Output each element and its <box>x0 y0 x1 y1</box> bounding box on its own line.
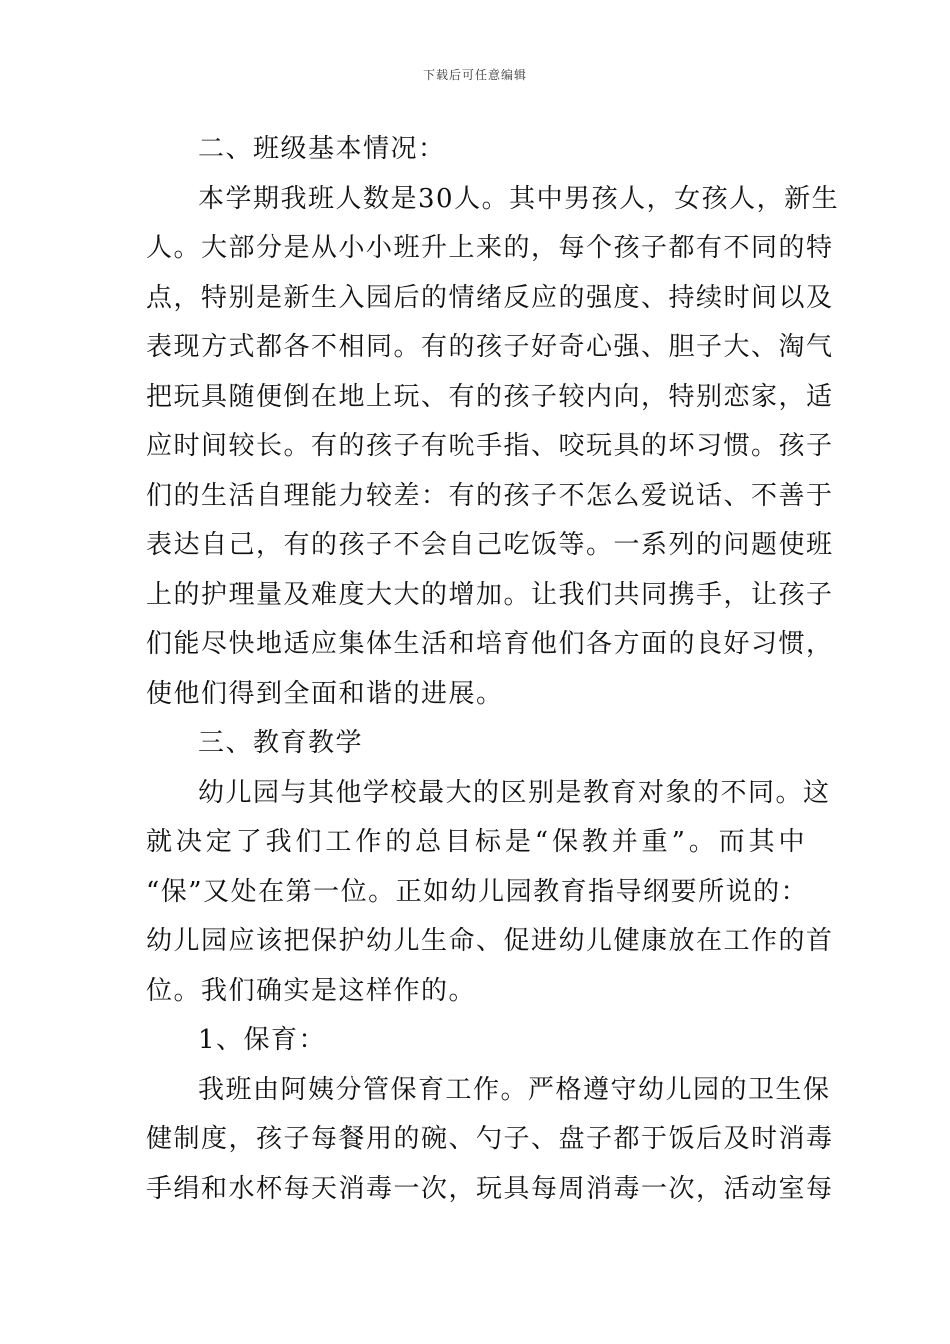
paragraph-line: 位。我们确实是这样作的。 <box>146 976 477 1006</box>
paragraph-line: 我班由阿姨分管保育工作。严格遵守幼儿园的卫生保 <box>198 1075 831 1105</box>
paragraph-line: 们的生活自理能力较差：有的孩子不怎么爱说话、不善于 <box>146 481 834 511</box>
paragraph-line: 就决定了我们工作的总目标是“保教并重”。而其中 <box>146 827 806 857</box>
paragraph-line: 点，特别是新生入园后的情绪反应的强度、持续时间以及 <box>146 283 834 313</box>
paragraph-line: 们能尽快地适应集体生活和培育他们各方面的良好习惯， <box>146 629 834 659</box>
paragraph-line: 手绢和水杯每天消毒一次，玩具每周消毒一次，活动室每 <box>146 1174 834 1204</box>
paragraph-line: 表现方式都各不相同。有的孩子好奇心强、胆子大、淘气 <box>146 332 834 362</box>
paragraph-line: 把玩具随便倒在地上玩、有的孩子较内向，特别恋家，适 <box>146 382 834 412</box>
section-heading-3: 三、教育教学 <box>198 728 364 758</box>
paragraph-line: 上的护理量及难度大大的增加。让我们共同携手，让孩子 <box>146 580 834 610</box>
section-heading-2: 二、班级基本情况： <box>198 134 446 164</box>
paragraph-line: 应时间较长。有的孩子有吮手指、咬玩具的坏习惯。孩子 <box>146 431 834 461</box>
paragraph-line: 表达自己，有的孩子不会自己吃饭等。一系列的问题使班 <box>146 530 834 560</box>
subsection-heading: 1、保育： <box>198 1025 327 1055</box>
page-header: 下载后可任意编辑 <box>422 68 527 82</box>
paragraph-line: 使他们得到全面和谐的进展。 <box>146 679 504 709</box>
paragraph-line: 幼儿园与其他学校最大的区别是教育对象的不同。这 <box>198 778 831 808</box>
paragraph-line: 健制度，孩子每餐用的碗、勺子、盘子都于饭后及时消毒 <box>146 1124 834 1154</box>
paragraph-line: 幼儿园应该把保护幼儿生命、促进幼儿健康放在工作的首 <box>146 926 834 956</box>
paragraph-line: “保”又处在第一位。正如幼儿园教育指导纲要所说的： <box>146 877 809 907</box>
paragraph-line: 本学期我班人数是30人。其中男孩人，女孩人，新生 <box>198 184 840 214</box>
paragraph-line: 人。大部分是从小小班升上来的，每个孩子都有不同的特 <box>146 233 834 263</box>
